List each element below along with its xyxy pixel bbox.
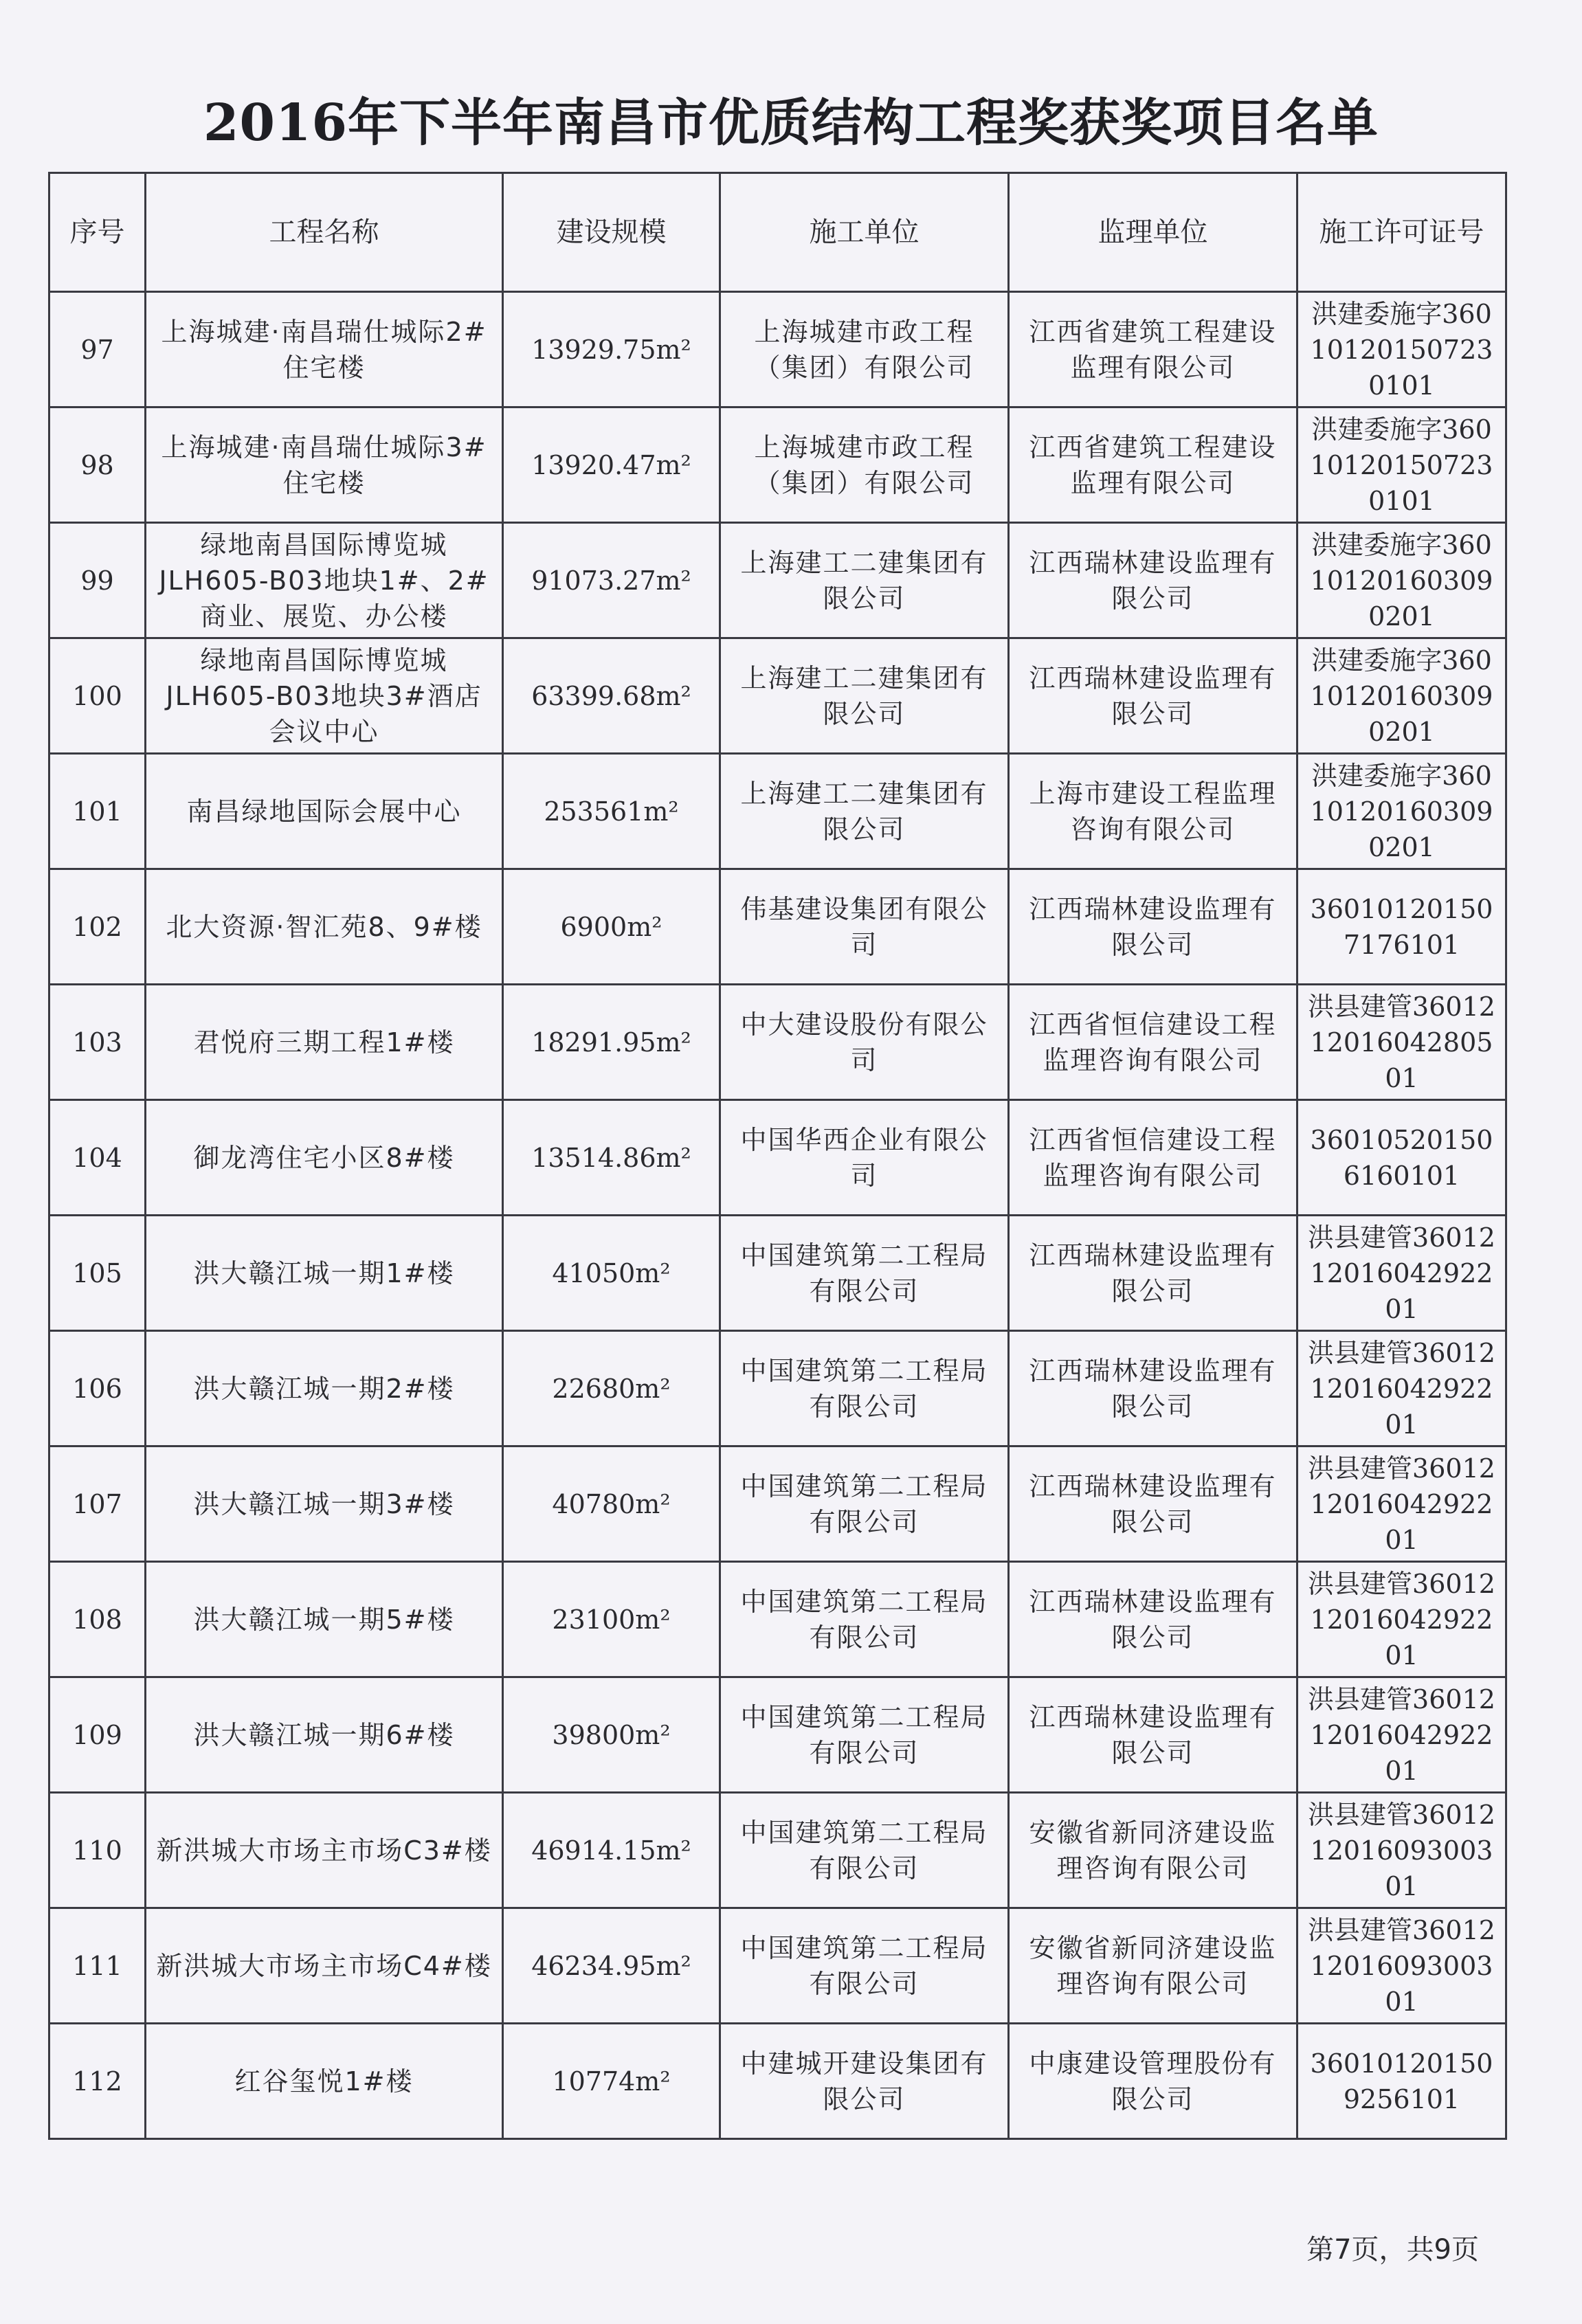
cell-supervisor: 江西瑞林建设监理有限公司 bbox=[1009, 523, 1297, 638]
cell-permit: 洪建委施字360101201603090201 bbox=[1297, 638, 1506, 754]
cell-scale: 13920.47m² bbox=[503, 407, 720, 523]
table-header-row bbox=[49, 173, 1506, 292]
cell-supervisor: 江西瑞林建设监理有限公司 bbox=[1009, 869, 1297, 985]
cell-builder: 上海建工二建集团有限公司 bbox=[720, 638, 1009, 754]
table-row bbox=[49, 1100, 1506, 1216]
cell-no: 112 bbox=[49, 2024, 146, 2139]
cell-permit: 360101201507176101 bbox=[1297, 869, 1506, 985]
cell-project-name: 南昌绿地国际会展中心 bbox=[146, 754, 503, 869]
cell-builder: 中大建设股份有限公司 bbox=[720, 985, 1009, 1100]
cell-no: 109 bbox=[49, 1677, 146, 1793]
cell-supervisor: 江西瑞林建设监理有限公司 bbox=[1009, 1562, 1297, 1677]
cell-builder: 中建城开建设集团有限公司 bbox=[720, 2024, 1009, 2139]
cell-builder: 上海城建市政工程（集团）有限公司 bbox=[720, 292, 1009, 407]
table-body bbox=[49, 292, 1506, 2139]
cell-project-name: 绿地南昌国际博览城JLH605-B03地块3#酒店会议中心 bbox=[146, 638, 503, 754]
award-table bbox=[48, 172, 1507, 2140]
cell-permit: 洪县建管360121201609300301 bbox=[1297, 1908, 1506, 2024]
cell-no: 107 bbox=[49, 1446, 146, 1562]
cell-builder: 上海城建市政工程（集团）有限公司 bbox=[720, 407, 1009, 523]
cell-supervisor: 江西省建筑工程建设监理有限公司 bbox=[1009, 292, 1297, 407]
cell-supervisor: 安徽省新同济建设监理咨询有限公司 bbox=[1009, 1793, 1297, 1908]
cell-scale: 46234.95m² bbox=[503, 1908, 720, 2024]
cell-permit: 洪县建管360121201604292201 bbox=[1297, 1677, 1506, 1793]
header-permit: 施工许可证号 bbox=[1297, 173, 1506, 292]
cell-builder: 中国建筑第二工程局有限公司 bbox=[720, 1331, 1009, 1446]
cell-scale: 13514.86m² bbox=[503, 1100, 720, 1216]
cell-project-name: 洪大赣江城一期3#楼 bbox=[146, 1446, 503, 1562]
cell-no: 104 bbox=[49, 1100, 146, 1216]
table-row bbox=[49, 1677, 1506, 1793]
cell-no: 108 bbox=[49, 1562, 146, 1677]
cell-project-name: 御龙湾住宅小区8#楼 bbox=[146, 1100, 503, 1216]
table-row bbox=[49, 869, 1506, 985]
cell-supervisor: 江西省恒信建设工程监理咨询有限公司 bbox=[1009, 1100, 1297, 1216]
cell-permit: 洪建委施字360101201507230101 bbox=[1297, 292, 1506, 407]
header-builder: 施工单位 bbox=[720, 173, 1009, 292]
cell-project-name: 上海城建·南昌瑞仕城际2#住宅楼 bbox=[146, 292, 503, 407]
cell-supervisor: 江西省建筑工程建设监理有限公司 bbox=[1009, 407, 1297, 523]
cell-permit: 洪县建管360121201604292201 bbox=[1297, 1331, 1506, 1446]
cell-no: 106 bbox=[49, 1331, 146, 1446]
cell-scale: 63399.68m² bbox=[503, 638, 720, 754]
cell-scale: 41050m² bbox=[503, 1216, 720, 1331]
cell-no: 101 bbox=[49, 754, 146, 869]
cell-supervisor: 江西省恒信建设工程监理咨询有限公司 bbox=[1009, 985, 1297, 1100]
cell-permit: 洪建委施字360101201507230101 bbox=[1297, 407, 1506, 523]
page-title: 2016年下半年南昌市优质结构工程奖获奖项目名单 bbox=[203, 93, 1379, 153]
table-row bbox=[49, 2024, 1506, 2139]
cell-project-name: 绿地南昌国际博览城JLH605-B03地块1#、2#商业、展览、办公楼 bbox=[146, 523, 503, 638]
table-row bbox=[49, 1216, 1506, 1331]
header-supervisor: 监理单位 bbox=[1009, 173, 1297, 292]
cell-supervisor: 江西瑞林建设监理有限公司 bbox=[1009, 1216, 1297, 1331]
cell-project-name: 红谷玺悦1#楼 bbox=[146, 2024, 503, 2139]
cell-permit: 360101201509256101 bbox=[1297, 2024, 1506, 2139]
cell-scale: 39800m² bbox=[503, 1677, 720, 1793]
table-row bbox=[49, 407, 1506, 523]
cell-no: 105 bbox=[49, 1216, 146, 1331]
header-no: 序号 bbox=[49, 173, 146, 292]
table-row bbox=[49, 1908, 1506, 2024]
cell-project-name: 洪大赣江城一期2#楼 bbox=[146, 1331, 503, 1446]
cell-permit: 360105201506160101 bbox=[1297, 1100, 1506, 1216]
cell-no: 111 bbox=[49, 1908, 146, 2024]
cell-project-name: 洪大赣江城一期5#楼 bbox=[146, 1562, 503, 1677]
cell-supervisor: 中康建设管理股份有限公司 bbox=[1009, 2024, 1297, 2139]
cell-permit: 洪县建管360121201604292201 bbox=[1297, 1216, 1506, 1331]
table-row bbox=[49, 638, 1506, 754]
cell-no: 98 bbox=[49, 407, 146, 523]
table-row bbox=[49, 523, 1506, 638]
cell-no: 110 bbox=[49, 1793, 146, 1908]
cell-scale: 18291.95m² bbox=[503, 985, 720, 1100]
cell-scale: 46914.15m² bbox=[503, 1793, 720, 1908]
cell-scale: 10774m² bbox=[503, 2024, 720, 2139]
cell-builder: 上海建工二建集团有限公司 bbox=[720, 754, 1009, 869]
cell-supervisor: 江西瑞林建设监理有限公司 bbox=[1009, 1446, 1297, 1562]
cell-no: 102 bbox=[49, 869, 146, 985]
table-row bbox=[49, 985, 1506, 1100]
cell-project-name: 新洪城大市场主市场C3#楼 bbox=[146, 1793, 503, 1908]
cell-permit: 洪建委施字360101201603090201 bbox=[1297, 523, 1506, 638]
cell-scale: 13929.75m² bbox=[503, 292, 720, 407]
cell-no: 103 bbox=[49, 985, 146, 1100]
header-name: 工程名称 bbox=[146, 173, 503, 292]
cell-builder: 中国华西企业有限公司 bbox=[720, 1100, 1009, 1216]
table-row bbox=[49, 754, 1506, 869]
cell-builder: 伟基建设集团有限公司 bbox=[720, 869, 1009, 985]
cell-scale: 253561m² bbox=[503, 754, 720, 869]
table-row bbox=[49, 1793, 1506, 1908]
cell-project-name: 洪大赣江城一期1#楼 bbox=[146, 1216, 503, 1331]
cell-scale: 40780m² bbox=[503, 1446, 720, 1562]
cell-permit: 洪县建管360121201609300301 bbox=[1297, 1793, 1506, 1908]
cell-supervisor: 江西瑞林建设监理有限公司 bbox=[1009, 638, 1297, 754]
cell-project-name: 新洪城大市场主市场C4#楼 bbox=[146, 1908, 503, 2024]
cell-builder: 中国建筑第二工程局有限公司 bbox=[720, 1908, 1009, 2024]
cell-no: 100 bbox=[49, 638, 146, 754]
page-number: 第7页，共9页 bbox=[1306, 2234, 1479, 2266]
cell-builder: 中国建筑第二工程局有限公司 bbox=[720, 1216, 1009, 1331]
cell-permit: 洪县建管360121201604280501 bbox=[1297, 985, 1506, 1100]
table-row bbox=[49, 1446, 1506, 1562]
table-row bbox=[49, 292, 1506, 407]
table-row bbox=[49, 1562, 1506, 1677]
cell-scale: 22680m² bbox=[503, 1331, 720, 1446]
cell-builder: 中国建筑第二工程局有限公司 bbox=[720, 1677, 1009, 1793]
table-row bbox=[49, 1331, 1506, 1446]
cell-permit: 洪县建管360121201604292201 bbox=[1297, 1446, 1506, 1562]
cell-supervisor: 江西瑞林建设监理有限公司 bbox=[1009, 1331, 1297, 1446]
cell-builder: 中国建筑第二工程局有限公司 bbox=[720, 1446, 1009, 1562]
cell-project-name: 北大资源·智汇苑8、9#楼 bbox=[146, 869, 503, 985]
cell-project-name: 上海城建·南昌瑞仕城际3#住宅楼 bbox=[146, 407, 503, 523]
cell-project-name: 君悦府三期工程1#楼 bbox=[146, 985, 503, 1100]
cell-supervisor: 上海市建设工程监理咨询有限公司 bbox=[1009, 754, 1297, 869]
cell-scale: 6900m² bbox=[503, 869, 720, 985]
cell-no: 97 bbox=[49, 292, 146, 407]
cell-builder: 中国建筑第二工程局有限公司 bbox=[720, 1562, 1009, 1677]
cell-builder: 中国建筑第二工程局有限公司 bbox=[720, 1793, 1009, 1908]
cell-builder: 上海建工二建集团有限公司 bbox=[720, 523, 1009, 638]
cell-no: 99 bbox=[49, 523, 146, 638]
cell-scale: 23100m² bbox=[503, 1562, 720, 1677]
cell-supervisor: 江西瑞林建设监理有限公司 bbox=[1009, 1677, 1297, 1793]
cell-permit: 洪县建管360121201604292201 bbox=[1297, 1562, 1506, 1677]
cell-project-name: 洪大赣江城一期6#楼 bbox=[146, 1677, 503, 1793]
cell-supervisor: 安徽省新同济建设监理咨询有限公司 bbox=[1009, 1908, 1297, 2024]
cell-permit: 洪建委施字360101201603090201 bbox=[1297, 754, 1506, 869]
header-scale: 建设规模 bbox=[503, 173, 720, 292]
cell-scale: 91073.27m² bbox=[503, 523, 720, 638]
